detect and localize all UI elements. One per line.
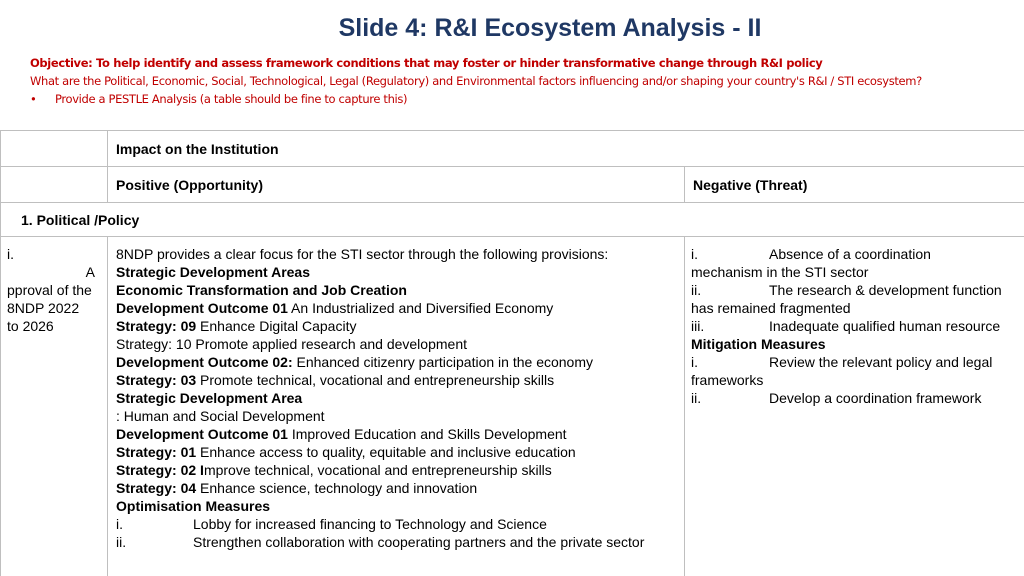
item-number: ii. [691,282,702,298]
table-row [1,203,1024,237]
table-cell-empty [1,167,108,203]
positive-header: Positive (Opportunity) [108,167,685,203]
positive-cell [108,237,685,576]
factor-line: to 2026 [7,318,54,334]
threat-item-cont: mechanism in the STI sector [691,264,869,280]
optimisation-item [116,515,678,533]
factor-cell [1,237,108,576]
outcome-text: Enhanced citizenry participation in the economy [292,354,594,370]
strategy-line [116,443,678,461]
strategy-text: Enhance Digital Capacity [196,318,357,334]
threat-item [691,317,1020,335]
strategy-text: mprove technical, vocational and entrepreneurship skills [203,462,552,478]
item-text: Lobby for increased financing to Technology and Science [193,516,547,532]
strategy-text: Promote technical, vocational and entrepreneurship skills [196,372,555,388]
section-political-policy: 1. Political /Policy [1,203,1024,237]
threat-item-cont: has remained fragmented [691,300,851,316]
factor-number: i. [7,246,14,262]
strategy-text: Enhance science, technology and innovation [196,480,478,496]
item-number: ii. [691,390,702,406]
item-text: Absence of a coordination [769,246,931,262]
bullet-icon: • [30,92,37,106]
outcome-line [116,299,678,317]
item-number: iii. [691,318,705,334]
table-row [1,167,1024,203]
threat-item [691,281,1020,299]
item-text: Inadequate qualified human resource [769,318,1001,334]
mitigation-heading: Mitigation Measures [691,336,826,352]
item-text: Develop a coordination framework [769,390,982,406]
outcome-line [116,425,678,443]
strategic-area-heading: Strategic Development Areas [116,264,310,280]
strategy-text: Enhance access to quality, equitable and inclusive education [196,444,576,460]
outcome-text: Improved Education and Skills Development [287,426,567,442]
item-number: i. [691,354,698,370]
outcome-label: Development Outcome 02: [116,354,293,370]
mitigation-item-cont: frameworks [691,372,764,388]
strategy-label: Strategy: 01 [116,444,197,460]
outcome-label: Development Outcome 01 [116,426,288,442]
factor-line: pproval of the [7,282,92,298]
factor-letter: A [85,264,95,280]
strategy-line [116,461,678,479]
pestle-table [0,130,1024,576]
strategy-line [116,371,678,389]
item-text: Review the relevant policy and legal [769,354,993,370]
strategy-label: Strategy: 04 [116,480,197,496]
table-cell-empty [1,131,108,167]
positive-intro: 8NDP provides a clear focus for the STI sector through the following provisions: [116,246,609,262]
threat-item [691,245,1020,263]
strategic-area-heading: Strategic Development Area [116,390,303,406]
item-number: i. [691,246,698,262]
strategy-label: Strategy: 03 [116,372,197,388]
impact-header: Impact on the Institution [108,131,1024,167]
objective-bullet [30,90,970,108]
objective-question: What are the Political, Economic, Social, Technological, Legal (Regulatory) and Environmental factors influencing and/or shaping your country's R&I / STI ecosystem? [30,74,922,88]
strategy-line [116,479,678,497]
item-number: i. [116,516,123,532]
slide-title: Slide 4: R&I Ecosystem Analysis - II [338,14,762,42]
item-number: ii. [116,534,127,550]
strategic-area-name: Economic Transformation and Job Creation [116,282,407,298]
optimisation-heading: Optimisation Measures [116,498,271,514]
strategy-line [116,317,678,335]
objective-block [30,54,970,108]
item-text: Strengthen collaboration with cooperating partners and the private sector [193,534,645,550]
optimisation-item [116,533,678,551]
mitigation-item [691,389,1020,407]
outcome-text: An Industrialized and Diversified Economy [287,300,554,316]
item-text: The research & development function [769,282,1002,298]
strategic-area-name: : Human and Social Development [116,408,325,424]
strategy-line: Strategy: 10 Promote applied research and development [116,336,467,352]
strategy-label: Strategy: 09 [116,318,197,334]
objective-bullet-text: Provide a PESTLE Analysis (a table should be fine to capture this) [55,92,408,106]
mitigation-item [691,353,1020,371]
factor-line: 8NDP 2022 [7,300,80,316]
table-row [1,131,1024,167]
outcome-line [116,353,678,371]
outcome-label: Development Outcome 01 [116,300,288,316]
strategy-label: Strategy: 02 I [116,462,204,478]
objective-heading: Objective: To help identify and assess framework conditions that may foster or hinder transformative change through R&I policy [30,56,823,70]
table-row [1,237,1024,576]
negative-cell [685,237,1024,576]
negative-header: Negative (Threat) [685,167,1024,203]
